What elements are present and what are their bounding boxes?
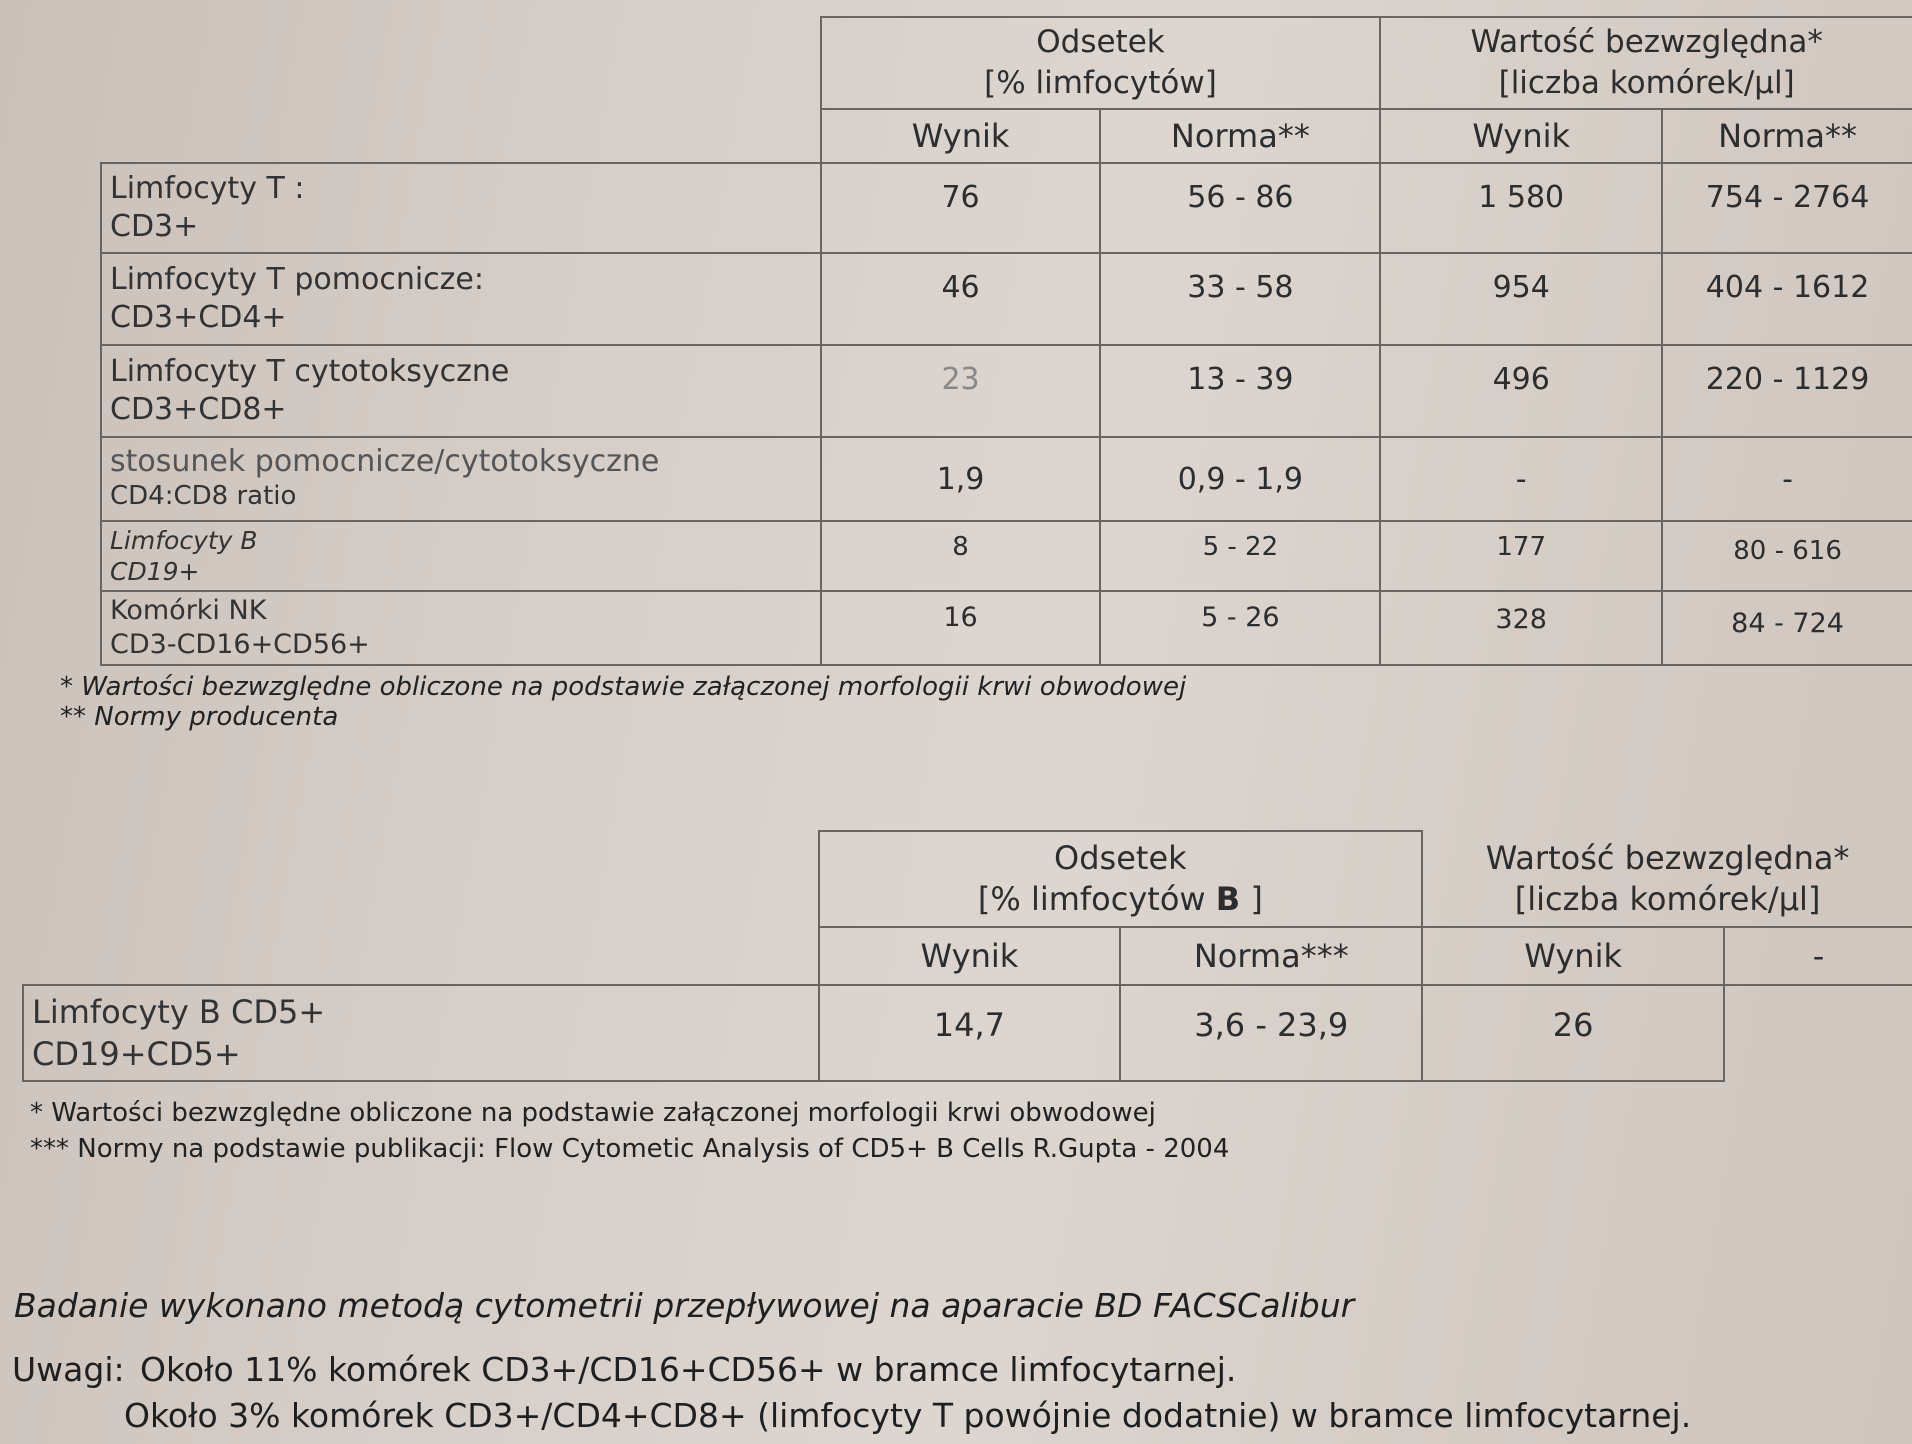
cell-wynik-pct: 16 xyxy=(821,591,1101,665)
corner-blank xyxy=(23,831,819,927)
row-marker: CD3-CD16+CD56+ xyxy=(110,629,370,660)
row-label xyxy=(101,345,821,437)
note-line-2: Około 3% komórek CD3+/CD4+CD8+ (limfocyty T powójnie dodatnie) w bramce limfocytarnej. xyxy=(124,1396,1692,1435)
cell-norma-pct: 13 - 39 xyxy=(1100,345,1380,437)
cell-norma-pct: 5 - 26 xyxy=(1100,591,1380,665)
percent-header-line2 xyxy=(978,880,1263,918)
cell-norma-abs: 220 - 1129 xyxy=(1662,345,1912,437)
percent-header-line2-bold: B xyxy=(1215,880,1241,918)
cell-norma-abs: 80 - 616 xyxy=(1662,521,1912,591)
notes-label: Uwagi: xyxy=(12,1350,125,1389)
row-name: stosunek pomocnicze/cytotoksyczne xyxy=(110,444,660,479)
absolute-header-line1: Wartość bezwzględna* xyxy=(1485,838,1850,877)
cell-norma-abs: 84 - 724 xyxy=(1662,591,1912,665)
row-name: Limfocyty T pomocnicze: xyxy=(110,262,484,297)
row-marker: CD3+CD4+ xyxy=(110,300,287,335)
lymphocyte-subsets-table xyxy=(100,16,1912,666)
note-line-1: Około 11% komórek CD3+/CD16+CD56+ w bramce limfocytarnej. xyxy=(140,1350,1237,1389)
cell-norma-abs: - xyxy=(1662,437,1912,521)
col-header-wynik-pct: Wynik xyxy=(821,109,1101,163)
corner-blank xyxy=(23,927,819,985)
cell-wynik-abs: 328 xyxy=(1380,591,1662,665)
cell-norma-pct: 56 - 86 xyxy=(1100,163,1380,253)
percent-header-line1: Odsetek xyxy=(1054,839,1187,877)
b-cd5-table xyxy=(22,830,1912,1082)
absolute-group-header xyxy=(1422,831,1912,927)
table-row xyxy=(23,985,1912,1081)
cell-wynik-abs: 26 xyxy=(1422,985,1724,1081)
absolute-header-line1: Wartość bezwzględna* xyxy=(1470,24,1823,60)
col-header-norma-pct: Norma** xyxy=(1100,109,1380,163)
row-name: Komórki NK xyxy=(110,595,267,626)
col-header-wynik-abs: Wynik xyxy=(1422,927,1724,985)
cell-wynik-pct: 8 xyxy=(821,521,1101,591)
corner-blank xyxy=(101,17,821,109)
footnote-absolute-values-2: * Wartości bezwzględne obliczone na podstawie załączonej morfologii krwi obwodowej xyxy=(30,1098,1156,1128)
table-row xyxy=(101,163,1912,253)
cell-wynik-abs: 1 580 xyxy=(1380,163,1662,253)
row-label xyxy=(101,163,821,253)
cell-wynik-abs: - xyxy=(1380,437,1662,521)
row-marker: CD4:CD8 ratio xyxy=(110,481,297,511)
row-marker: CD19+ xyxy=(110,557,200,586)
cell-wynik-pct: 14,7 xyxy=(819,985,1121,1081)
cell-wynik-pct: 23 xyxy=(821,345,1101,437)
row-marker: CD3+CD8+ xyxy=(110,392,287,427)
method-statement: Badanie wykonano metodą cytometrii przepływowej na aparacie BD FACSCalibur xyxy=(14,1286,1355,1325)
row-name: Limfocyty T : xyxy=(110,171,305,206)
table-row xyxy=(101,521,1912,591)
absolute-group-header xyxy=(1380,17,1912,109)
row-label xyxy=(101,253,821,345)
corner-blank xyxy=(101,109,821,163)
cell-norma-pct: 5 - 22 xyxy=(1100,521,1380,591)
row-label xyxy=(101,437,821,521)
row-marker: CD19+CD5+ xyxy=(32,1035,241,1073)
row-marker: CD3+ xyxy=(110,209,199,244)
table-row xyxy=(101,591,1912,665)
col-header-wynik-abs: Wynik xyxy=(1380,109,1662,163)
cell-wynik-abs: 496 xyxy=(1380,345,1662,437)
table-row xyxy=(101,345,1912,437)
cell-norma-pct: 3,6 - 23,9 xyxy=(1120,985,1422,1081)
absolute-header-line2: [liczba komórek/µl] xyxy=(1498,65,1795,101)
absolute-header-line2: [liczba komórek/µl] xyxy=(1514,879,1821,918)
percent-header-line1: Odsetek xyxy=(1036,24,1165,60)
row-name: Limfocyty T cytotoksyczne xyxy=(110,354,510,389)
cell-wynik-abs: 954 xyxy=(1380,253,1662,345)
percent-group-header xyxy=(819,831,1423,927)
table-row xyxy=(101,253,1912,345)
col-header-wynik-pct: Wynik xyxy=(819,927,1121,985)
row-name: Limfocyty B CD5+ xyxy=(32,993,326,1031)
percent-group-header xyxy=(821,17,1381,109)
cell-norma-pct: 0,9 - 1,9 xyxy=(1100,437,1380,521)
footnote-manufacturer-norms: ** Normy producenta xyxy=(60,702,339,732)
cell-norma-abs: 404 - 1612 xyxy=(1662,253,1912,345)
cell-norma-pct: 33 - 58 xyxy=(1100,253,1380,345)
percent-header-line2-text: [% limfocytów xyxy=(977,880,1216,918)
col-header-norma-abs: Norma** xyxy=(1662,109,1912,163)
percent-header-line2-end: ] xyxy=(1240,880,1263,918)
col-header-norma-pct: Norma*** xyxy=(1120,927,1422,985)
cell-wynik-pct: 46 xyxy=(821,253,1101,345)
cell-wynik-abs: 177 xyxy=(1380,521,1662,591)
row-label xyxy=(101,521,821,591)
empty-cell xyxy=(1724,985,1912,1081)
cell-wynik-pct: 76 xyxy=(821,163,1101,253)
row-label xyxy=(101,591,821,665)
row-label xyxy=(23,985,819,1081)
cell-wynik-pct: 1,9 xyxy=(821,437,1101,521)
col-header-dash: - xyxy=(1724,927,1912,985)
cell-norma-abs: 754 - 2764 xyxy=(1662,163,1912,253)
percent-header-line2: [% limfocytów] xyxy=(984,65,1217,101)
row-name: Limfocyty B xyxy=(110,526,258,555)
table-row xyxy=(101,437,1912,521)
footnote-publication-norms: *** Normy na podstawie publikacji: Flow Cytometic Analysis of CD5+ B Cells R.Gupta - 2004 xyxy=(30,1134,1230,1164)
footnote-absolute-values: * Wartości bezwzględne obliczone na podstawie załączonej morfologii krwi obwodowej xyxy=(60,672,1187,702)
